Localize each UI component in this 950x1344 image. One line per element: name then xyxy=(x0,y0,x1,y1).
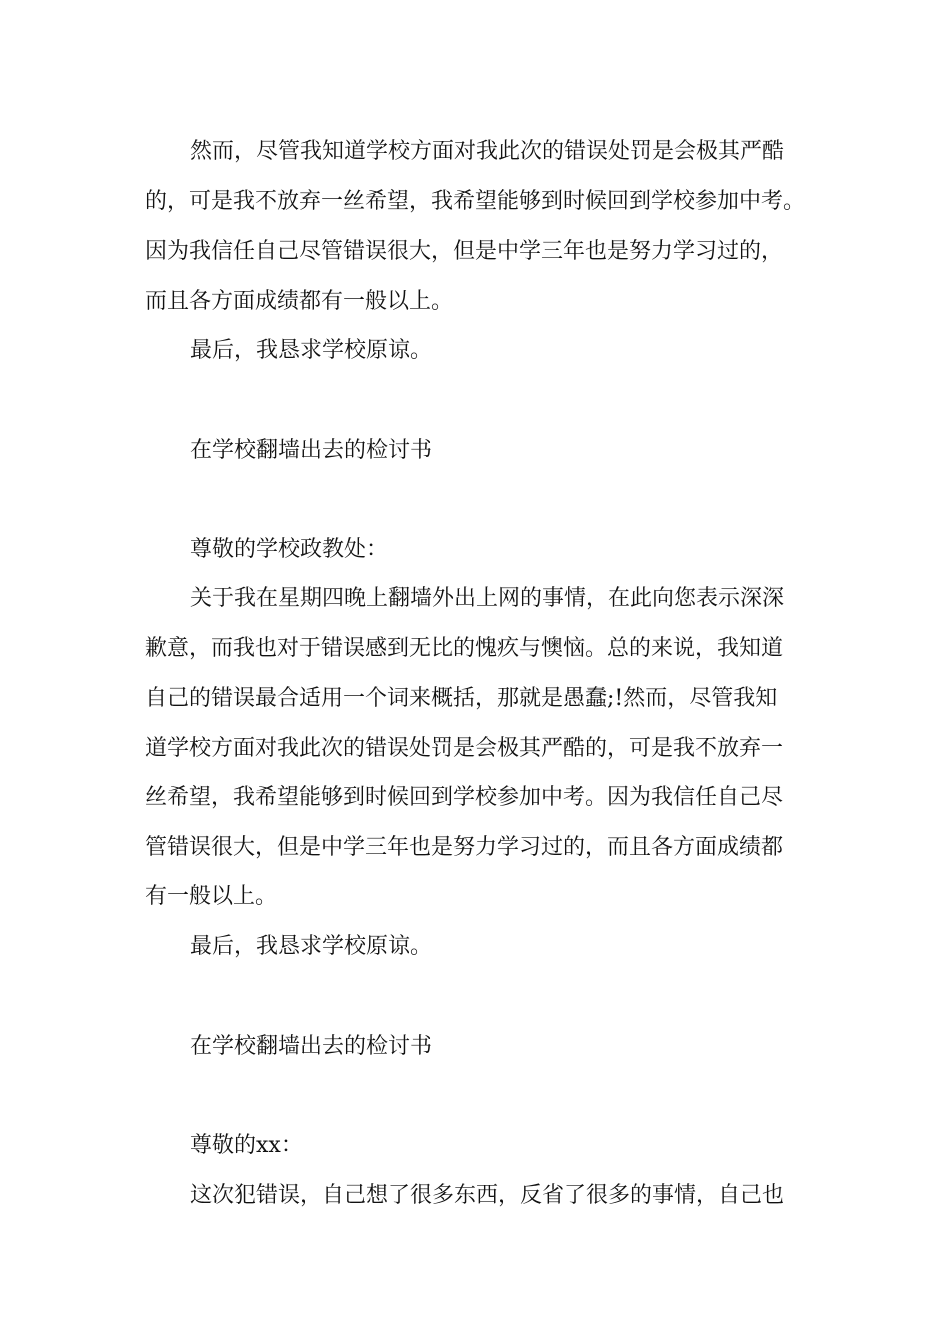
section-title: 在学校翻墙出去的检讨书 xyxy=(190,438,433,463)
paragraph-line: 丝希望，我希望能够到时候回到学校参加中考。因为我信任自己尽 xyxy=(145,785,784,810)
paragraph-line: 歉意，而我也对于错误感到无比的愧疚与懊恼。总的来说，我知道 xyxy=(145,636,784,661)
paragraph-line: 道学校方面对我此次的错误处罚是会极其严酷的，可是我不放弃一 xyxy=(145,736,784,761)
paragraph-line: 有一般以上。 xyxy=(145,884,278,909)
paragraph-line: 自己的错误最合适用一个词来概括，那就是愚蠢;!然而，尽管我知 xyxy=(145,686,778,711)
paragraph-line: 关于我在星期四晚上翻墙外出上网的事情，在此向您表示深深 xyxy=(190,586,785,611)
salutation: 尊敬的xx： xyxy=(190,1133,303,1158)
closing-paragraph: 最后，我恳求学校原谅。 xyxy=(190,934,433,959)
paragraph-line: 因为我信任自己尽管错误很大，但是中学三年也是努力学习过的， xyxy=(145,239,784,264)
closing-paragraph: 最后，我恳求学校原谅。 xyxy=(190,338,433,363)
section-title: 在学校翻墙出去的检讨书 xyxy=(190,1034,433,1059)
salutation: 尊敬的学校政教处： xyxy=(190,537,389,562)
paragraph-line: 而且各方面成绩都有一般以上。 xyxy=(145,289,454,314)
paragraph-line: 这次犯错误，自己想了很多东西，反省了很多的事情，自己也 xyxy=(190,1183,785,1208)
paragraph-line: 然而，尽管我知道学校方面对我此次的错误处罚是会极其严酷 xyxy=(190,139,785,164)
paragraph-line: 的，可是我不放弃一丝希望，我希望能够到时候回到学校参加中考。 xyxy=(145,189,806,214)
paragraph-line: 管错误很大，但是中学三年也是努力学习过的，而且各方面成绩都 xyxy=(145,835,784,860)
